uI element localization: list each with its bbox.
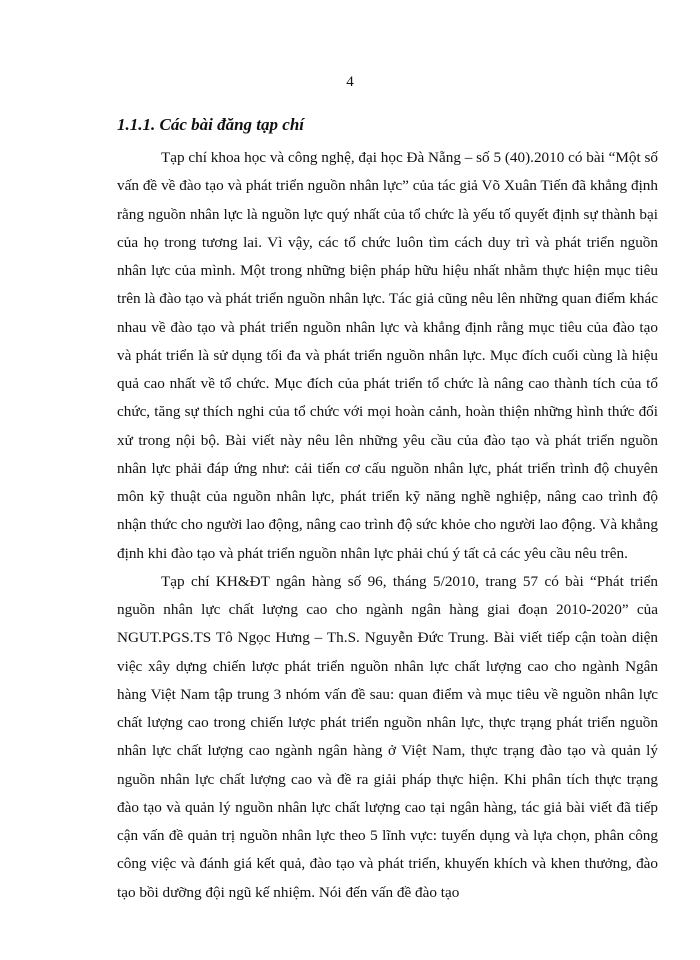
section-heading: 1.1.1. Các bài đăng tạp chí (117, 115, 305, 134)
paragraph-2: Tạp chí KH&ĐT ngân hàng số 96, tháng 5/2010, trang 57 có bài “Phát triển nguồn nhân lực chất lượng cao cho ngành ngân hàng giai đoạn 2010-2020” của NGUT.PGS.TS Tô Ngọc Hưng – Th.S. Nguyễn Đức Trung. Bài viết tiếp cận toàn diện việc xây dựng chiến lược phát triển nguồn nhân lực chất lượng cao cho ngành Ngân hàng Việt Nam tập trung 3 nhóm vấn đề sau: quan điểm và mục tiêu về nguồn nhân lực chất lượng cao trong chiến lược phát triển nguồn nhân lực, thực trạng phát triển nguồn nhân lực chất lượng cao ngành ngân hàng ở Việt Nam, thực trạng đào tạo và quản lý nguồn nhân lực chất lượng cao và đề ra giải pháp thực hiện. Khi phân tích thực trạng đào tạo và quản lý nguồn nhân lực chất lượng cao tại ngân hàng, tác giả bài viết đã tiếp cận vấn đề quản trị nguồn nhân lực theo 5 lĩnh vực: tuyển dụng và lựa chọn, phân công công việc và đánh giá kết quả, đào tạo và phát triển, khuyến khích và khen thưởng, đào tạo bồi dưỡng đội ngũ kế nhiệm. Nói đến vấn đề đào tạo (117, 572, 658, 901)
page-number: 4 (346, 74, 354, 90)
body-text (117, 144, 658, 907)
paragraph-1: Tạp chí khoa học và công nghệ, đại học Đà Nẵng – số 5 (40).2010 có bài “Một số vấn đề về đào tạo và phát triển nguồn nhân lực” của tác giả Võ Xuân Tiến đã khẳng định rằng nguồn nhân lực là nguồn lực quý nhất của tổ chức là yếu tố quyết định sự thành bại của họ trong tương lai. Vì vậy, các tổ chức luôn tìm cách duy trì và phát triển nguồn nhân lực của mình. Một trong những biện pháp hữu hiệu nhất nhằm thực hiện mục tiêu trên là đào tạo và phát triển nguồn nhân lực. Tác giả cũng nêu lên những quan điểm khác nhau về đào tạo và phát triển nguồn nhân lực và khẳng định rằng mục tiêu của đào tạo và phát triển là sử dụng tối đa và phát triển nguồn nhân lực. Mục đích cuối cùng là hiệu quả cao nhất về tổ chức. Mục đích của phát triển tổ chức là nâng cao thành tích của tổ chức, tăng sự thích nghi của tổ chức với mọi hoàn cảnh, hoàn thiện những hình thức đối xử trong nội bộ. Bài viết này nêu lên những yêu cầu của đào tạo và phát triển nguồn nhân lực phải đáp ứng như: cải tiến cơ cấu nguồn nhân lực, phát triển trình độ chuyên môn kỹ thuật của nguồn nhân lực, phát triển kỹ năng nghề nghiệp, nâng cao trình độ nhận thức cho người lao động, nâng cao trình độ sức khỏe cho người lao động. Và khẳng định khi đào tạo và phát triển nguồn nhân lực phải chú ý tất cả các yêu cầu nêu trên. (117, 149, 658, 562)
